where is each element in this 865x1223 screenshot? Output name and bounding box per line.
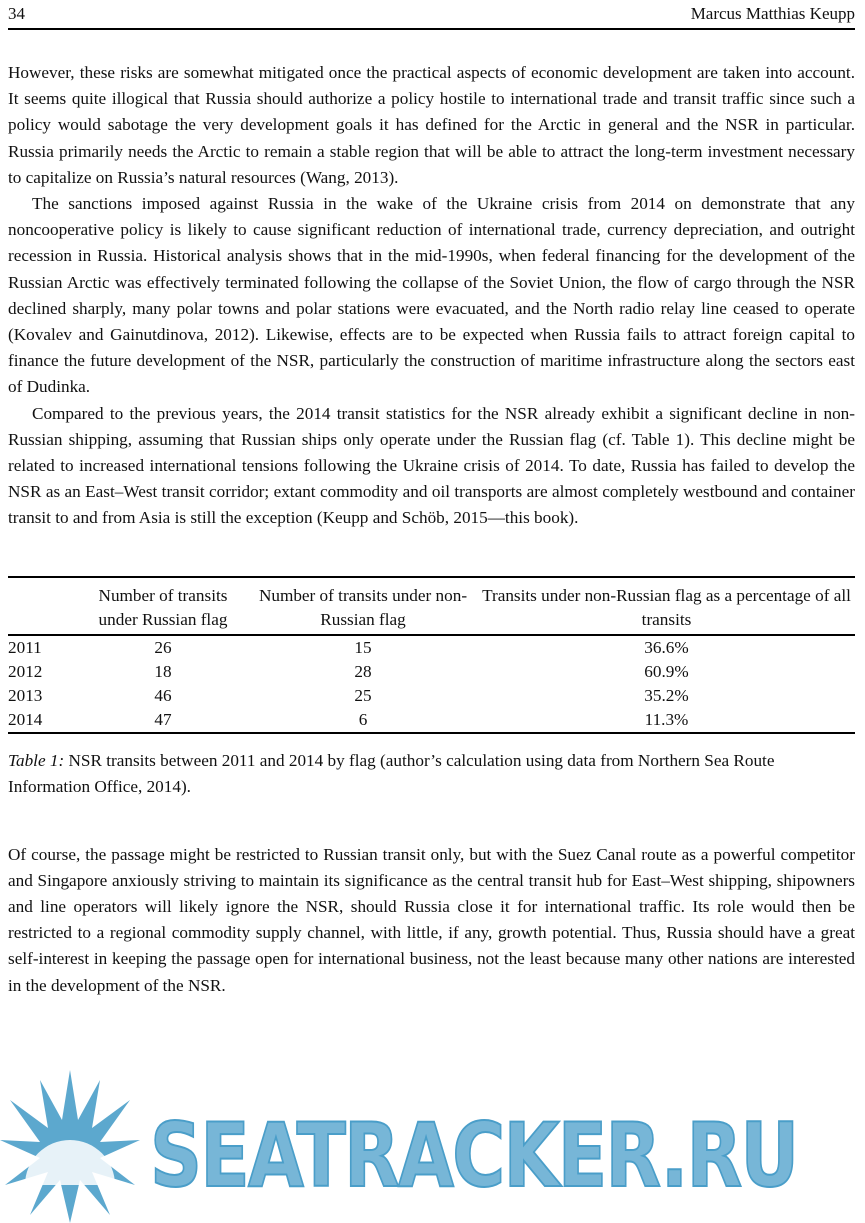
table-caption [8, 748, 855, 800]
cell-percentage: 11.3% [644, 709, 689, 729]
page-number: 34 [8, 4, 25, 23]
header-percentage: Transits under non-Russian flag as a percentage of all transits [482, 585, 851, 629]
cell-non-russian: 25 [354, 685, 372, 705]
cell-non-russian: 15 [354, 637, 372, 657]
cell-percentage: 60.9% [644, 661, 689, 681]
paragraph-4: Of course, the passage might be restricted to Russian transit only, but with the Suez Canal route as a powerful competitor and Singapore anxiously striving to maintain its significance as the central transit hub for East–West shipping, shipowners and line operators will likely ignore the NSR, should Russia close it for international traffic. Its role would then be restricted to a regional commodity supply channel, with little, if any, growth potential. Thus, Russia should have a great self-interest in keeping the passage open for international business, not the least because many other nations are interested in the development of the NSR. [8, 844, 855, 995]
cell-non-russian: 28 [354, 661, 372, 681]
watermark-text: SEATRACKER.RU [150, 1104, 798, 1207]
cell-year: 2013 [8, 685, 43, 705]
cell-russian: 46 [154, 685, 172, 705]
paragraph-3: Compared to the previous years, the 2014 transit statistics for the NSR already exhibit a significant decline in non-Russian shipping, assuming that Russian ships only operate under the Russian flag (cf. Table 1). This decline might be related to increased international tensions following the Ukraine crisis of 2014. To date, Russia has failed to develop the NSR as an East–West transit corridor; extant commodity and oil transports are almost completely westbound and container transit to and from Asia is still the exception (Keupp and Schöb, 2015—this book). [8, 403, 855, 528]
watermark-sun-icon [0, 1070, 140, 1223]
header-russian-flag: Number of transits under Russian flag [98, 585, 228, 629]
running-author: Marcus Matthias Keupp [690, 4, 855, 23]
page [8, 0, 855, 999]
body-bottom [8, 842, 855, 999]
paragraph-1: However, these risks are somewhat mitigated once the practical aspects of economic development are taken into account. It seems quite illogical that Russia should authorize a policy hostile to international trade and transit traffic since such a policy would sabotage the very development goals it has defined for the Arctic in general and the NSR in particular. Russia primarily needs the Arctic to remain a stable region that will be able to attract the long-term investment necessary to capitalize on Russia’s natural resources (Wang, 2013). [8, 63, 855, 187]
body-top [8, 60, 855, 532]
header-non-russian-flag: Number of transits under non-Russian flag [258, 585, 468, 629]
table-row [8, 684, 855, 708]
table-row [8, 660, 855, 684]
caption-text: NSR transits between 2011 and 2014 by flag (author’s calculation using data from Northern Sea Route Information Office, 2014). [8, 750, 775, 796]
cell-non-russian: 6 [358, 709, 368, 729]
cell-percentage: 36.6% [644, 637, 689, 657]
header-year [8, 577, 78, 635]
cell-russian: 18 [154, 661, 172, 681]
caption-label: Table 1: [8, 750, 65, 770]
table-header-row [8, 577, 855, 635]
table-row [8, 708, 855, 733]
cell-percentage: 35.2% [644, 685, 689, 705]
running-header [8, 0, 855, 30]
cell-russian: 26 [154, 637, 172, 657]
cell-year: 2011 [8, 637, 42, 657]
transits-table [8, 576, 855, 734]
table-row [8, 635, 855, 660]
paragraph-2: The sanctions imposed against Russia in the wake of the Ukraine crisis from 2014 on demonstrate that any noncooperative policy is likely to cause significant reduction of international trade, currency depreciation, and outright recession in Russia. Historical analysis shows that in the mid-1990s, when federal financing for the development of the Russian Arctic was effectively terminated following the collapse of the Soviet Union, the flow of cargo through the NSR declined sharply, many polar towns and polar stations were evacuated, and the North radio relay line ceased to operate (Kovalev and Gainutdinova, 2012). Likewise, effects are to be expected when Russia fails to attract foreign capital to finance the future development of the NSR, particularly the construction of maritime infrastructure along the sectors east of Dudinka. [8, 194, 855, 397]
cell-year: 2012 [8, 661, 43, 681]
cell-year: 2014 [8, 709, 43, 729]
cell-russian: 47 [154, 709, 172, 729]
